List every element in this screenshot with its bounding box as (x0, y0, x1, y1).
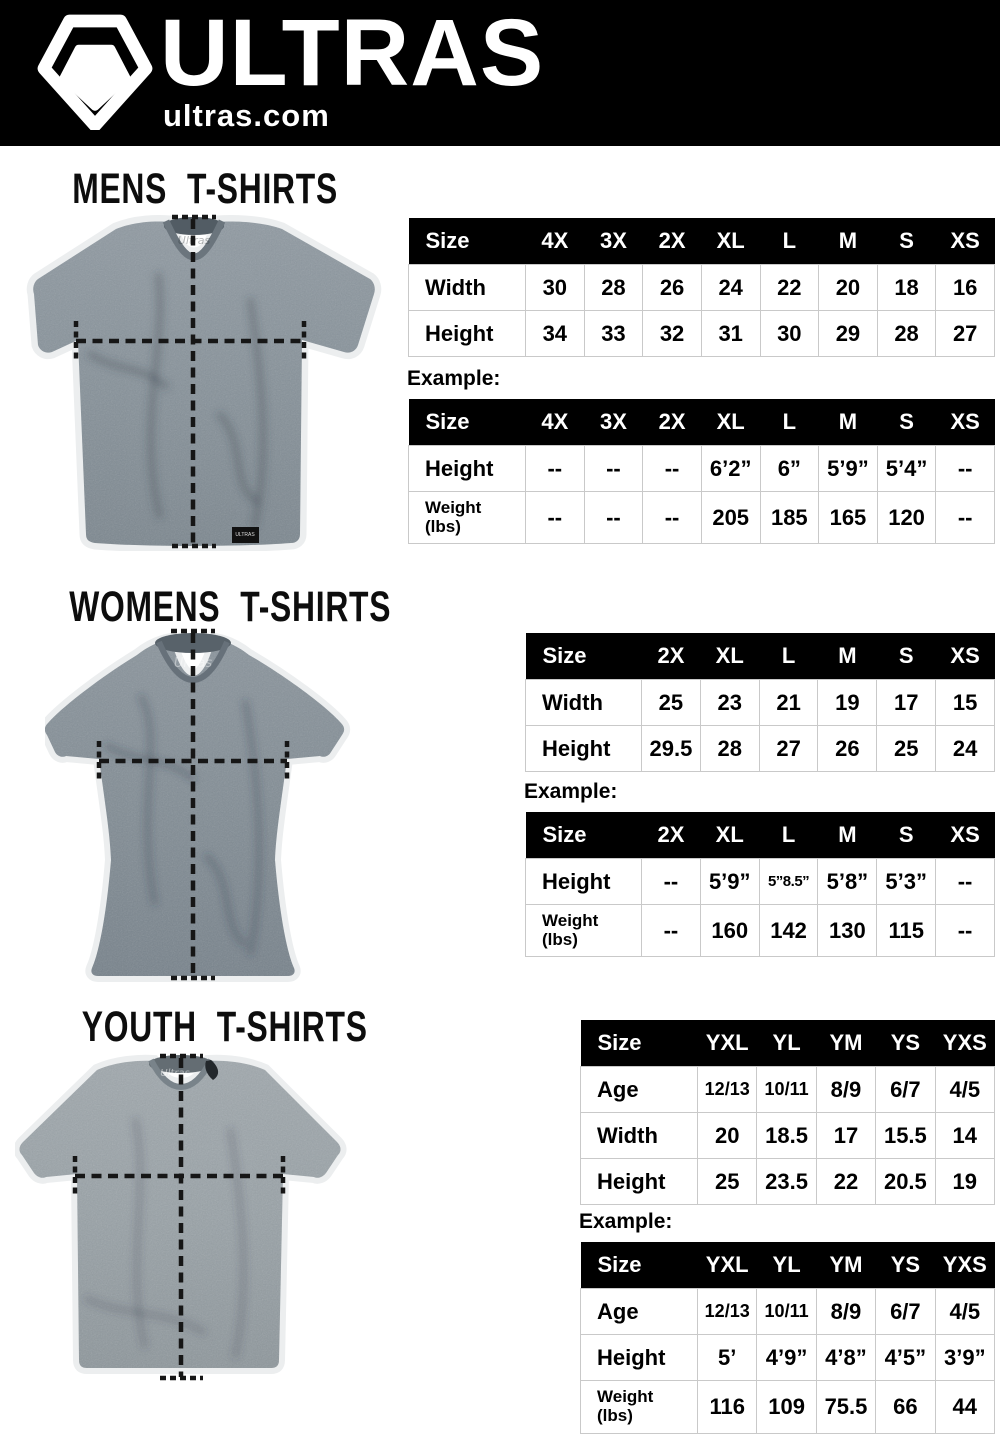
value-cell: 142 (759, 905, 818, 957)
value-cell: 23.5 (757, 1159, 816, 1205)
mens-example-table (408, 399, 995, 544)
size-header-cell: 2X (642, 633, 701, 680)
ultras-pentagon-logo-icon (32, 14, 158, 130)
value-cell: 44 (935, 1381, 994, 1433)
size-header-cell: M (819, 399, 878, 446)
row-label: Height (526, 726, 642, 772)
row-label: Age (581, 1067, 698, 1113)
size-header-cell: L (760, 218, 819, 265)
value-cell: 20 (819, 265, 878, 311)
value-cell: 5’ (698, 1335, 757, 1381)
value-cell: 160 (700, 905, 759, 957)
size-header-cell: YXS (935, 1242, 994, 1289)
brand-domain: ultras.com (163, 98, 330, 133)
value-cell: 5”8.5” (759, 859, 818, 905)
size-header-cell: YM (816, 1020, 875, 1067)
value-cell: 109 (757, 1381, 816, 1433)
value-cell: 205 (701, 492, 760, 544)
size-column-header: Size (581, 1020, 698, 1067)
size-header-cell: 2X (642, 812, 701, 859)
size-column-header: Size (581, 1242, 698, 1289)
value-cell: -- (526, 446, 585, 492)
size-header-cell: XS (936, 399, 995, 446)
value-cell: 4/5 (935, 1289, 994, 1335)
womens-example-label: Example: (524, 780, 618, 803)
size-header-cell: M (818, 633, 877, 680)
value-cell: 4/5 (935, 1067, 994, 1113)
value-cell: 5’4” (877, 446, 936, 492)
value-cell: 5’9” (700, 859, 759, 905)
value-cell: 28 (700, 726, 759, 772)
womens-example-table (525, 812, 995, 957)
value-cell: 17 (816, 1113, 875, 1159)
table-row (526, 859, 995, 905)
row-label: Height (409, 446, 526, 492)
value-cell: 30 (526, 265, 585, 311)
size-column-header: Size (526, 633, 642, 680)
value-cell: 25 (642, 680, 701, 726)
size-header-cell: XS (936, 218, 995, 265)
value-cell: 6/7 (876, 1289, 935, 1335)
value-cell: -- (936, 859, 995, 905)
size-header-cell: YL (757, 1020, 816, 1067)
value-cell: 66 (876, 1381, 935, 1433)
table-row (581, 1067, 995, 1113)
table-row (581, 1381, 995, 1433)
value-cell: 16 (936, 265, 995, 311)
value-cell: 34 (526, 311, 585, 357)
mens-section-title: MENS T-SHIRTS (72, 165, 338, 213)
value-cell: 115 (877, 905, 936, 957)
value-cell: 10/11 (757, 1067, 816, 1113)
size-chart-table (580, 1020, 995, 1205)
row-label: Width (409, 265, 526, 311)
size-header-cell: YS (876, 1020, 935, 1067)
size-header-cell: XL (700, 633, 759, 680)
size-header-cell: 3X (584, 218, 643, 265)
row-label: Height (581, 1159, 698, 1205)
table-row (409, 492, 995, 544)
value-cell: 5’3” (877, 859, 936, 905)
size-header-cell: S (877, 633, 936, 680)
value-cell: 19 (818, 680, 877, 726)
value-cell: 20 (698, 1113, 757, 1159)
value-cell: 27 (759, 726, 818, 772)
value-cell: 25 (877, 726, 936, 772)
value-cell: 5’8” (818, 859, 877, 905)
value-cell: -- (643, 492, 702, 544)
value-cell: 10/11 (757, 1289, 816, 1335)
value-cell: 32 (643, 311, 702, 357)
table-row (581, 1113, 995, 1159)
value-cell: -- (584, 446, 643, 492)
value-cell: 6” (760, 446, 819, 492)
size-column-header: Size (526, 812, 642, 859)
value-cell: 5’9” (819, 446, 878, 492)
size-column-header: Size (409, 399, 526, 446)
size-header-cell: 3X (584, 399, 643, 446)
value-cell: 21 (759, 680, 818, 726)
size-chart-table (408, 399, 995, 544)
value-cell: 14 (935, 1113, 994, 1159)
size-header-cell: YXL (698, 1020, 757, 1067)
row-label: Width (526, 680, 642, 726)
value-cell: 18.5 (757, 1113, 816, 1159)
size-chart-table (525, 633, 995, 772)
value-cell: 19 (935, 1159, 994, 1205)
value-cell: 30 (760, 311, 819, 357)
size-header-cell: 2X (643, 218, 702, 265)
site-header (0, 0, 1000, 146)
mens-example-label: Example: (407, 367, 501, 390)
value-cell: 28 (877, 311, 936, 357)
hem-tag-text: ULTRAS (235, 532, 255, 538)
size-header-cell: 2X (643, 399, 702, 446)
youth-size-table (580, 1020, 995, 1205)
value-cell: 4’5” (876, 1335, 935, 1381)
size-header-cell: 4X (526, 218, 585, 265)
value-cell: 29.5 (642, 726, 701, 772)
value-cell: 116 (698, 1381, 757, 1433)
value-cell: -- (936, 446, 995, 492)
mens-tshirt-image (18, 213, 390, 551)
value-cell: 22 (760, 265, 819, 311)
value-cell: 26 (643, 265, 702, 311)
row-label: Weight (lbs) (409, 492, 526, 544)
table-row (581, 1159, 995, 1205)
row-label: Height (581, 1335, 698, 1381)
size-header-cell: YS (876, 1242, 935, 1289)
womens-size-table (525, 633, 995, 772)
size-header-cell: YXL (698, 1242, 757, 1289)
value-cell: -- (936, 492, 995, 544)
value-cell: 120 (877, 492, 936, 544)
value-cell: 26 (818, 726, 877, 772)
value-cell: 75.5 (816, 1381, 875, 1433)
value-cell: 25 (698, 1159, 757, 1205)
table-row (409, 311, 995, 357)
value-cell: 3’9” (935, 1335, 994, 1381)
collar-label: Ultras (177, 234, 211, 247)
value-cell: -- (642, 859, 701, 905)
size-chart-table (408, 218, 995, 357)
collar-label: Ultras (160, 1068, 190, 1079)
size-header-cell: L (759, 812, 818, 859)
collar-label: Ultras (173, 656, 213, 671)
value-cell: 31 (701, 311, 760, 357)
value-cell: 6/7 (876, 1067, 935, 1113)
size-header-cell: XL (700, 812, 759, 859)
table-row (409, 265, 995, 311)
brand-title: ULTRAS (160, 0, 545, 106)
size-header-cell: YM (816, 1242, 875, 1289)
size-header-cell: S (877, 399, 936, 446)
youth-example-table (580, 1242, 995, 1434)
mens-size-table (408, 218, 995, 357)
table-row (526, 726, 995, 772)
value-cell: 185 (760, 492, 819, 544)
size-header-cell: 4X (526, 399, 585, 446)
youth-example-label: Example: (579, 1210, 673, 1233)
value-cell: 24 (701, 265, 760, 311)
youth-section-title: YOUTH T-SHIRTS (81, 1003, 368, 1051)
value-cell: -- (584, 492, 643, 544)
size-header-cell: L (760, 399, 819, 446)
row-label: Height (409, 311, 526, 357)
value-cell: 17 (877, 680, 936, 726)
size-header-cell: YL (757, 1242, 816, 1289)
value-cell: 24 (936, 726, 995, 772)
value-cell: -- (643, 446, 702, 492)
table-row (409, 446, 995, 492)
youth-tshirt-image (15, 1048, 357, 1382)
value-cell: 27 (936, 311, 995, 357)
row-label: Weight (lbs) (526, 905, 642, 957)
value-cell: 15 (936, 680, 995, 726)
size-header-cell: YXS (935, 1020, 994, 1067)
value-cell: 22 (816, 1159, 875, 1205)
size-chart-table (525, 812, 995, 957)
value-cell: 23 (700, 680, 759, 726)
womens-tshirt-image (45, 625, 355, 983)
row-label: Width (581, 1113, 698, 1159)
table-row (526, 905, 995, 957)
value-cell: 29 (819, 311, 878, 357)
value-cell: -- (526, 492, 585, 544)
row-label: Age (581, 1289, 698, 1335)
value-cell: 8/9 (816, 1289, 875, 1335)
size-header-cell: S (877, 812, 936, 859)
size-header-cell: M (819, 218, 878, 265)
size-header-cell: L (759, 633, 818, 680)
womens-section-title: WOMENS T-SHIRTS (69, 583, 392, 631)
value-cell: 18 (877, 265, 936, 311)
size-header-cell: XS (936, 812, 995, 859)
value-cell: -- (642, 905, 701, 957)
value-cell: 4’9” (757, 1335, 816, 1381)
value-cell: 4’8” (816, 1335, 875, 1381)
value-cell: 130 (818, 905, 877, 957)
row-label: Height (526, 859, 642, 905)
size-header-cell: M (818, 812, 877, 859)
size-column-header: Size (409, 218, 526, 265)
size-header-cell: XS (936, 633, 995, 680)
value-cell: 12/13 (698, 1067, 757, 1113)
value-cell: 15.5 (876, 1113, 935, 1159)
value-cell: 28 (584, 265, 643, 311)
size-header-cell: XL (701, 218, 760, 265)
table-row (581, 1289, 995, 1335)
value-cell: -- (936, 905, 995, 957)
value-cell: 20.5 (876, 1159, 935, 1205)
value-cell: 165 (819, 492, 878, 544)
size-header-cell: S (877, 218, 936, 265)
value-cell: 12/13 (698, 1289, 757, 1335)
value-cell: 33 (584, 311, 643, 357)
row-label: Weight (lbs) (581, 1381, 698, 1433)
value-cell: 6’2” (701, 446, 760, 492)
table-row (581, 1335, 995, 1381)
size-header-cell: XL (701, 399, 760, 446)
value-cell: 8/9 (816, 1067, 875, 1113)
table-row (526, 680, 995, 726)
size-chart-table (580, 1242, 995, 1434)
